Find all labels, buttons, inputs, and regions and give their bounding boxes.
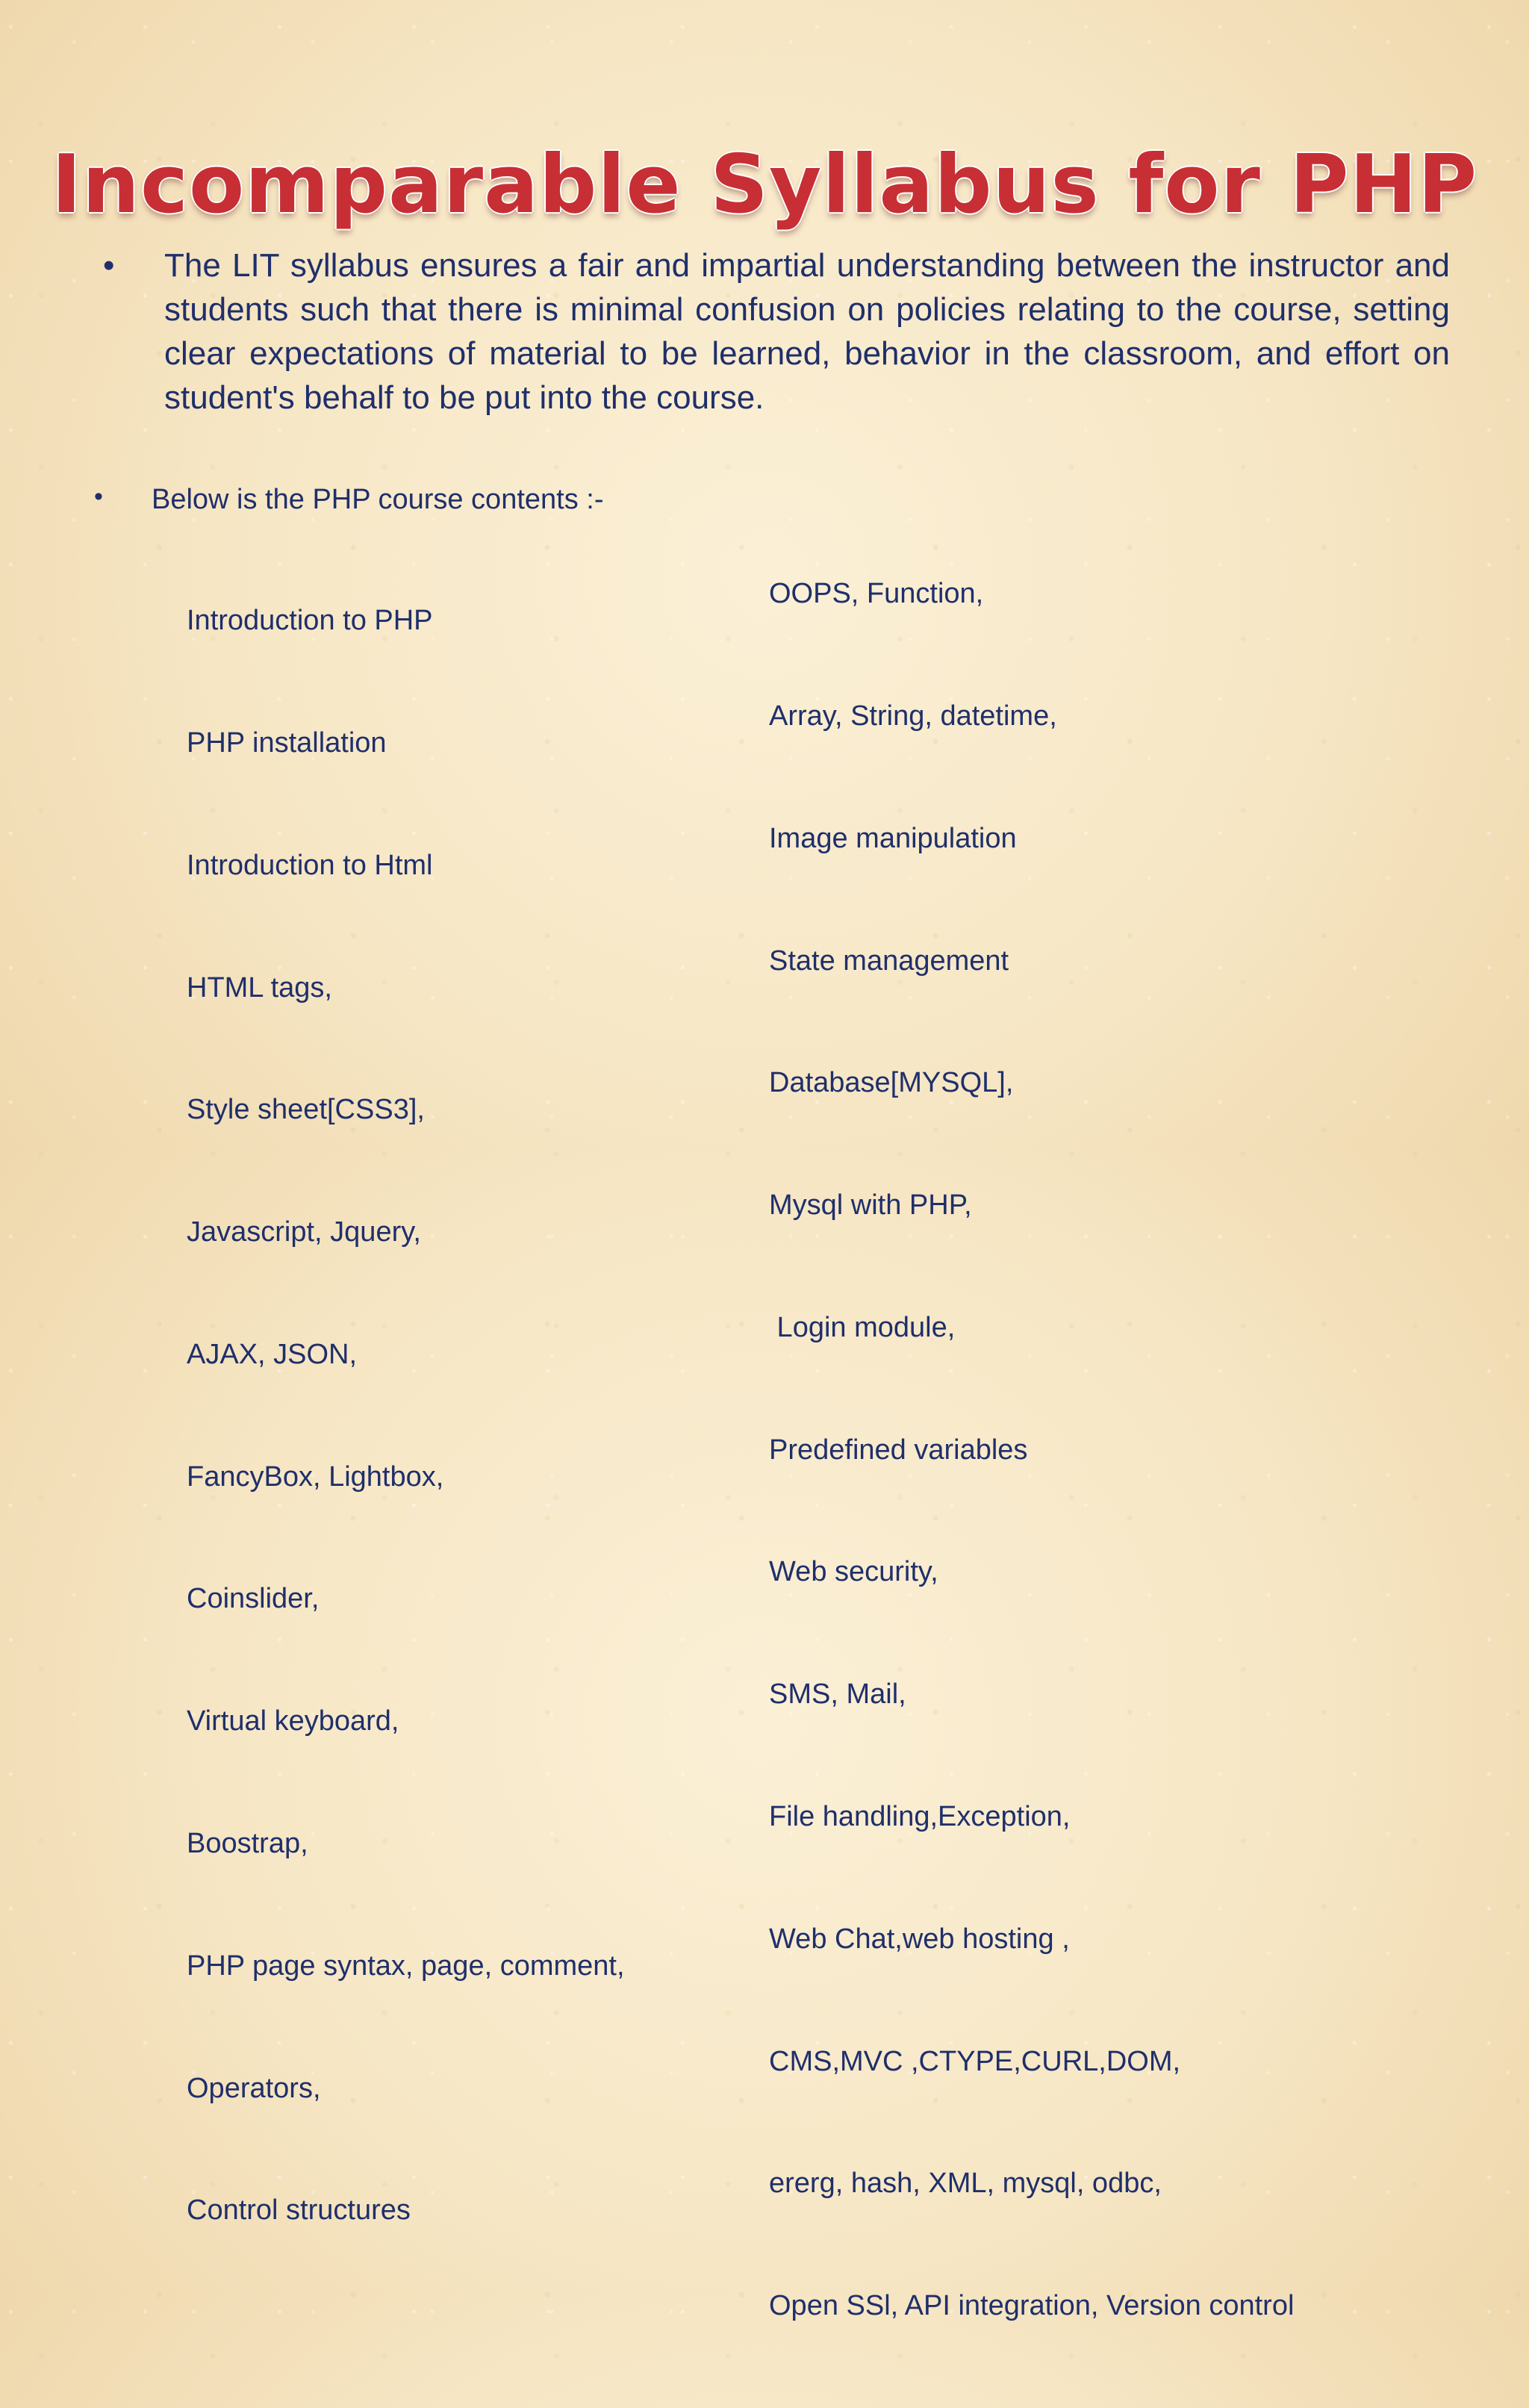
- course-topic-item: State management: [769, 945, 1009, 977]
- intro-paragraph: The LIT syllabus ensures a fair and impartial understanding between the instructor and students such that there is minimal confusion on policies relating to the course, setting clear expectations of material to be learned, behavior in the classroom, and effort on student's behalf to be put into the course.: [164, 247, 1450, 416]
- course-topic-item: Operators,: [187, 2072, 321, 2104]
- course-topic-item: Coinslider,: [187, 1583, 320, 1615]
- course-contents-right-list: [769, 492, 1441, 2408]
- course-topic-item: SMS, Mail,: [769, 1679, 906, 1711]
- course-topic-item: Introduction to Html: [187, 849, 433, 881]
- course-topic-item: Web Chat,web hosting ,: [769, 1923, 1070, 1955]
- course-topic-item: File handling,Exception,: [769, 1801, 1071, 1832]
- course-topic-item: CMS,MVC ,CTYPE,CURL,DOM,: [769, 2045, 1181, 2077]
- course-topic-item: Open SSl, API integration, Version control: [769, 2290, 1295, 2322]
- course-contents-left-list: [187, 519, 724, 2312]
- course-topic-item: Login module,: [769, 1311, 956, 1343]
- contents-heading: Below is the PHP course contents :-: [152, 484, 604, 515]
- course-topic-item: ererg, hash, XML, mysql, odbc,: [769, 2168, 1162, 2200]
- course-topic-item: Web security,: [769, 1556, 938, 1588]
- course-topic-item: PHP installation: [187, 727, 387, 759]
- course-topic-item: Array, String, datetime,: [769, 700, 1057, 732]
- course-topic-item: PHP page syntax, page, comment,: [187, 1950, 625, 1982]
- course-topic-item: HTML tags,: [187, 971, 332, 1004]
- course-topic-item: Virtual keyboard,: [187, 1705, 399, 1737]
- course-topic-item: AJAX, JSON,: [187, 1338, 358, 1370]
- course-topic-item: Predefined variables: [769, 1434, 1028, 1466]
- course-topic-item: Style sheet[CSS3],: [187, 1094, 425, 1126]
- contents-bullet: •: [94, 482, 103, 511]
- course-topic-item: Image manipulation: [769, 822, 1017, 854]
- course-topic-item: Javascript, Jquery,: [187, 1216, 421, 1248]
- course-topic-item: Mysql with PHP,: [769, 1189, 972, 1222]
- slide-title: Incomparable Syllabus for PHP: [51, 138, 1478, 232]
- intro-bullet: •: [103, 247, 115, 284]
- course-topic-item: Database[MYSQL],: [769, 1067, 1014, 1099]
- course-topic-item: Control structures: [187, 2194, 411, 2227]
- course-topic-item: Introduction to PHP: [187, 605, 433, 637]
- course-topic-item: OOPS, Function,: [769, 578, 984, 610]
- course-topic-item: FancyBox, Lightbox,: [187, 1460, 444, 1493]
- course-topic-item: Boostrap,: [187, 1828, 308, 1859]
